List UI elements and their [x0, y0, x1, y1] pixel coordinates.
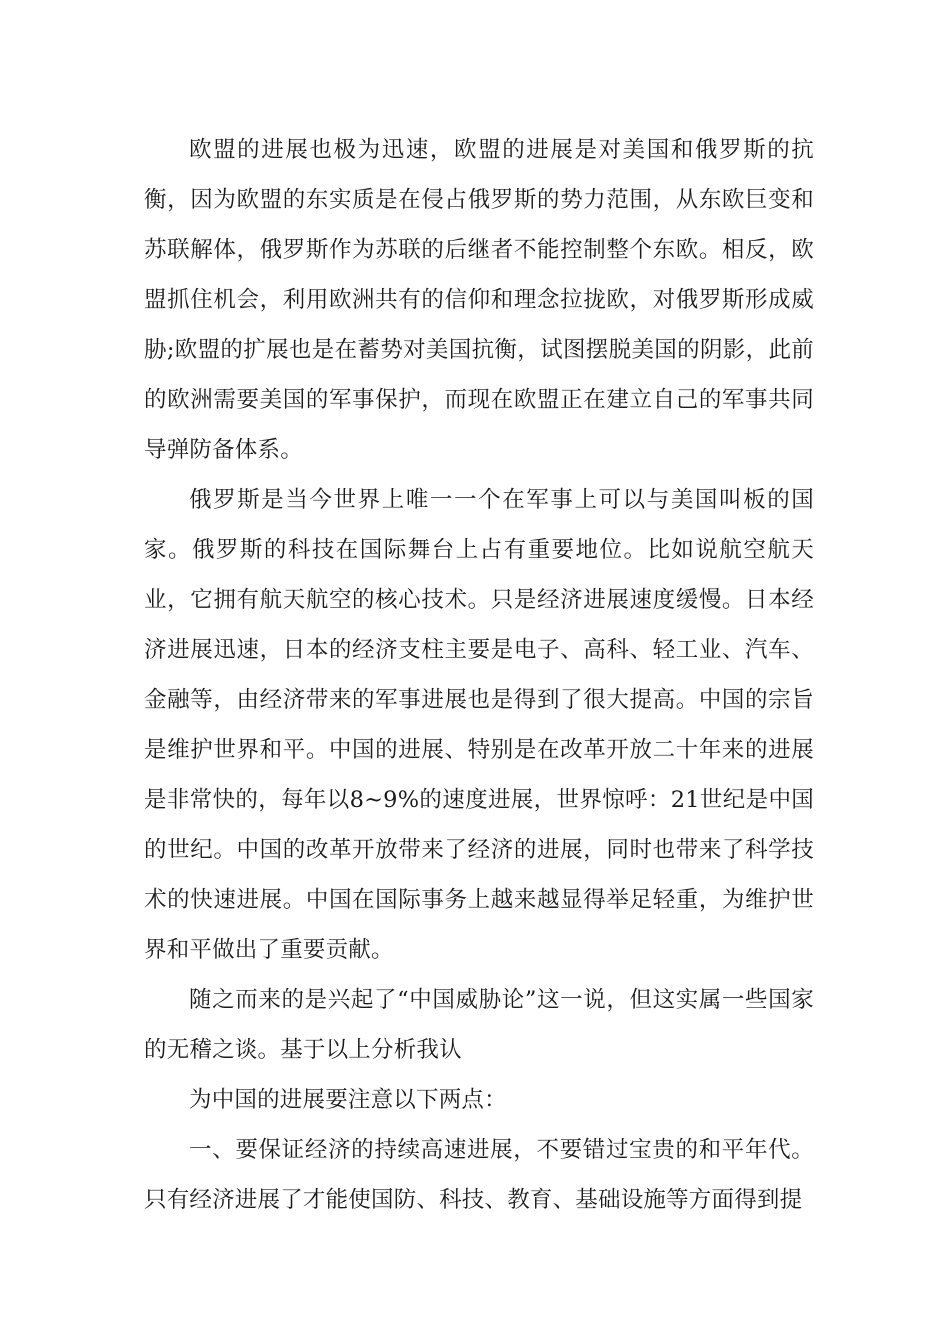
- paragraph-russia-japan-china: 俄罗斯是当今世界上唯一一个在军事上可以与美国叫板的国家。俄罗斯的科技在国际舞台上占有重要地位。比如说航空航天业，它拥有航天航空的核心技术。只是经济进展速度缓慢。日本经济进展迅速，日本的经济支柱主要是电子、高科、轻工业、汽车、金融等，由经济带来的军事进展也是得到了很大提高。中国的宗旨是维护世界和平。中国的进展、特别是在改革开放二十年来的进展是非常快的，每年以8~9%的速度进展，世界惊呼：21世纪是中国的世纪。中国的改革开放带来了经济的进展，同时也带来了科学技术的快速进展。中国在国际事务上越来越显得举足轻重，为维护世界和平做出了重要贡献。: [144, 487, 814, 963]
- paragraph-china-threat-theory: 随之而来的是兴起了“中国威胁论”这一说，但这实属一些国家的无稽之谈。基于以上分析我认: [144, 987, 814, 1063]
- paragraph-point-one: 一、要保证经济的持续高速进展，不要错过宝贵的和平年代。只有经济进展了才能使国防、科技、教育、基础设施等方面得到提: [144, 1137, 814, 1213]
- paragraph-eu-development: 欧盟的进展也极为迅速，欧盟的进展是对美国和俄罗斯的抗衡，因为欧盟的东实质是在侵占俄罗斯的势力范围，从东欧巨变和苏联解体，俄罗斯作为苏联的后继者不能控制整个东欧。相反，欧盟抓住机会，利用欧洲共有的信仰和理念拉拢欧，对俄罗斯形成威胁;欧盟的扩展也是在蓄势对美国抗衡，试图摆脱美国的阴影，此前的欧洲需要美国的军事保护，而现在欧盟正在建立自己的军事共同导弹防备体系。: [144, 137, 814, 463]
- paragraph-two-points-intro: 为中国的进展要注意以下两点：: [189, 1087, 507, 1113]
- document-body: [144, 125, 814, 1225]
